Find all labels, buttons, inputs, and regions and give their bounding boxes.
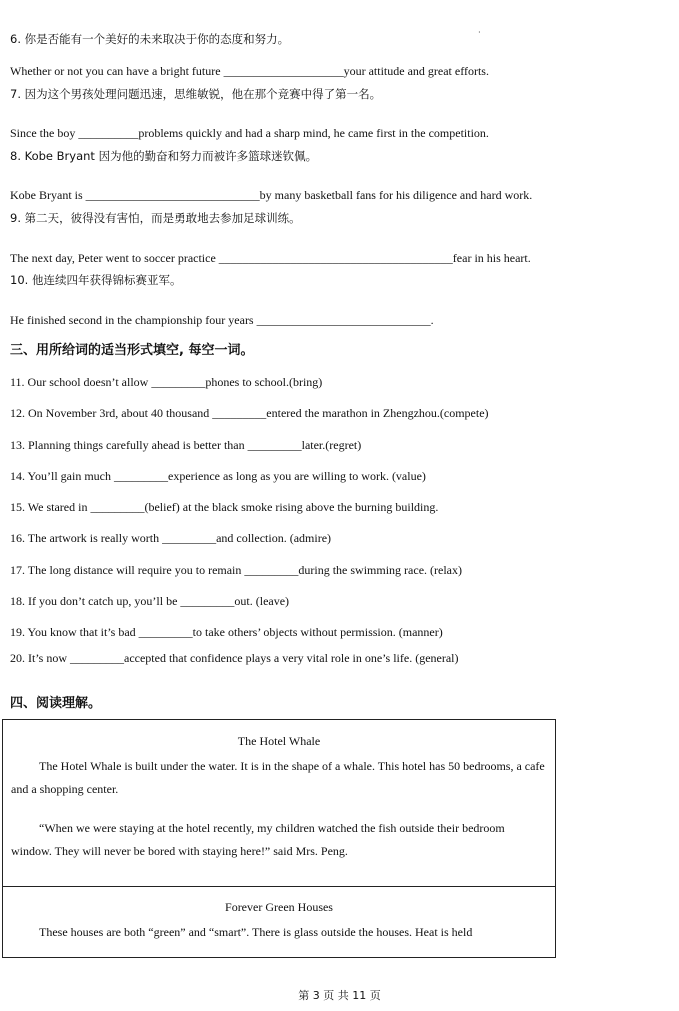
q10-chinese: 10. 他连续四年获得锦标赛亚军。 <box>10 273 182 287</box>
question-item: 12. On November 3rd, about 40 thousand _________entered the marathon in Zhengzhou.(compete) <box>10 406 489 420</box>
question-item: 14. You’ll gain much _________experience as long as you are willing to work. (value) <box>10 469 426 483</box>
page-footer: 第 3 页 共 11 页 <box>298 989 381 1002</box>
reading-box-forever-green <box>2 885 556 958</box>
reading-title: The Hotel Whale <box>237 734 321 748</box>
question-item: 18. If you don’t catch up, you’ll be _________out. (leave) <box>10 594 290 608</box>
reading-box-hotel-whale <box>2 719 556 887</box>
q9-english: The next day, Peter went to soccer practice _______________________________________fear in his heart. <box>10 251 531 265</box>
stray-dot: · <box>478 28 481 37</box>
reading-paragraph: The Hotel Whale is built under the water. It is in the shape of a whale. This hotel has 50 bedrooms, a cafe and a shopping center. <box>11 759 545 796</box>
q9-chinese: 9. 第二天，彼得没有害怕，而是勇敢地去参加足球训练。 <box>10 211 301 225</box>
q10-english: He finished second in the championship four years _____________________________. <box>10 313 434 327</box>
q8-english: Kobe Bryant is _____________________________by many basketball fans for his diligence and hard work. <box>10 188 533 202</box>
q6-english: Whether or not you can have a bright future ____________________your attitude and great efforts. <box>10 64 489 78</box>
question-item: 16. The artwork is really worth _________and collection. (admire) <box>10 531 332 545</box>
reading-paragraph: “When we were staying at the hotel recently, my children watched the fish outside their bedroom window. They will never be bored with staying here!” said Mrs. Peng. <box>11 821 505 858</box>
q8-chinese: 8. Kobe Bryant 因为他的勤奋和努力而被许多篮球迷钦佩。 <box>10 149 318 163</box>
q6-chinese: 6. 你是否能有一个美好的未来取决于你的态度和努力。 <box>10 32 290 46</box>
section-3-heading: 三、用所给词的适当形式填空, 每空一词。 <box>10 343 254 358</box>
reading-title: Forever Green Houses <box>225 900 333 914</box>
question-item: 17. The long distance will require you to remain _________during the swimming race. (relax) <box>10 563 462 577</box>
question-item: 20. It’s now _________accepted that confidence plays a very vital role in one’s life. (general) <box>10 651 459 665</box>
section-4-heading: 四、阅读理解。 <box>10 696 102 711</box>
question-item: 13. Planning things carefully ahead is better than _________later.(regret) <box>10 438 362 452</box>
question-item: 19. You know that it’s bad _________to take others’ objects without permission. (manner) <box>10 625 443 639</box>
question-item: 15. We stared in _________(belief) at the black smoke rising above the burning building. <box>10 500 439 514</box>
q7-chinese: 7. 因为这个男孩处理问题迅速，思维敏锐，他在那个竞赛中得了第一名。 <box>10 87 382 101</box>
q7-english: Since the boy __________problems quickly and had a sharp mind, he came first in the competition. <box>10 126 489 140</box>
question-item: 11. Our school doesn’t allow _________phones to school.(bring) <box>10 375 323 389</box>
reading-paragraph: These houses are both “green” and “smart”. There is glass outside the houses. Heat is held <box>39 925 473 939</box>
